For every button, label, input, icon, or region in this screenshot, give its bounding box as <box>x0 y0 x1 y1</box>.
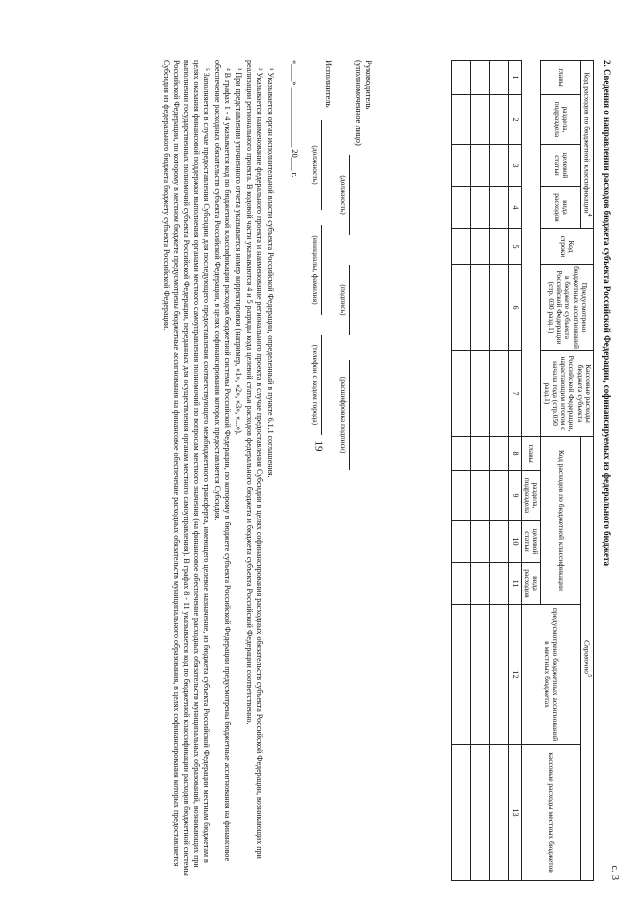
col-vida-2: вида расходов <box>522 563 542 605</box>
col-num: 9 <box>509 471 522 521</box>
col-celevoy-2: целевой статьи <box>522 521 542 563</box>
col-glavy: главы <box>541 61 581 95</box>
executor-name-line <box>321 225 334 315</box>
col-num: 5 <box>509 229 522 265</box>
caption-decoding: (расшифровка подписи) <box>339 376 348 454</box>
col-num: 6 <box>509 265 522 351</box>
planned-header: Предусмотрено бюджетных ассигнований в бюджете субъекта Российской Федерации (стр. 030 разд.1) <box>541 265 594 351</box>
footnote: ⁴ В графах 1 - 4 указывается код по бюджетной классификации расходов бюджетной системы Российской Федерации, по которому в бюджете субъекта Российской Федерации предусмотрены бюджетные ассигнования на финансовое обеспечение расходных обязательств субъекта Российской Федерации, в целях софинансирования которых предоставляется Субсидия. <box>213 60 232 861</box>
head-label: Руководитель (уполномоченное лицо) <box>354 60 374 146</box>
col-vida: вида расходов <box>541 187 581 229</box>
date-line: «____» ______________ 20___ г. <box>290 60 300 178</box>
caption-signature: (подпись) <box>339 284 348 316</box>
codes-left-header: Код расходов по бюджетной классификации$^4$ <box>581 61 594 229</box>
signature-block <box>290 60 374 880</box>
col-razdela: раздела, подраздела <box>541 95 581 145</box>
table-row <box>490 61 509 881</box>
col-num: 4 <box>509 187 522 229</box>
footnote: ⁵ Заполняется в случае предоставления Субсидии для последующего предоставления соответствующего межбюджетного трансферта, имеющего целевое назначение, из бюджета субъекта Российской Федерации местным бюджетам в целях оказания финансовой поддержки выполнения органами местного самоуправления полномочий по вопросам местного значения (на финансовое обеспечение расходных обязательств муниципальных образований, возникающих при выполнении государственных полномочий субъекта Российской Федерации, переданных для осуществления органам местного самоуправления). В графах 8 - 11 указывается код по бюджетной классификации расходов бюджетной системы Российской Федерации, по которому в местном бюджете предусмотрены бюджетные ассигнования на финансовое обеспечение расходных обязательств муниципального образования, в целях софинансирования которых предоставляется Субсидия из федерального бюджета бюджету субъекта Российской Федерации. <box>162 60 211 876</box>
executor-label: Исполнитель <box>324 60 334 108</box>
footnote: ² Указывается наименование федерального проекта и наименование регионального проекта в случае предоставления Субсидии в целях софинансирования расходных обязательств субъекта Российской Федерации, возникающих при реализации регионального проекта. В кодовой части указываются 4 и 5 разряды кода целевой статьи расходов федерального бюджета и бюджета субъекта Российской Федерации соответственно. <box>245 60 264 859</box>
decoding-line <box>349 360 362 470</box>
cash-local-header: кассовые расходы местных бюджетов <box>522 745 581 881</box>
expenses-table <box>451 60 594 881</box>
page-number: 19 <box>312 440 325 452</box>
table-header-row-2 <box>541 61 581 881</box>
caption-name: (инициалы, фамилия) <box>311 235 320 305</box>
reference-header: Справочно$^5$ <box>581 437 594 881</box>
signature-line <box>349 265 362 335</box>
table-row <box>471 61 490 881</box>
col-num: 10 <box>509 521 522 563</box>
row-code-header: Код строки <box>541 229 594 265</box>
col-num: 3 <box>509 145 522 187</box>
col-num: 8 <box>509 437 522 471</box>
section-title: 2. Сведения о направлении расходов бюджета субъекта Российской Федерации, софинансируемых из федерального бюджета <box>602 60 612 566</box>
caption-position-2: (должность) <box>311 145 320 185</box>
cash-expenses-header: Кассовые расходы бюджета субъекта Российской Федерации, нарастающим итогом с начала года (стр.050 разд.1) <box>541 351 594 437</box>
col-num: 12 <box>509 605 522 745</box>
footnote: ³ При представлении уточненного отчета указывается номер корректировки (например, «1», «2», «3», «...»). <box>234 68 243 435</box>
caption-position: (должность) <box>339 175 348 215</box>
executor-position-line <box>321 120 334 210</box>
phone-line <box>321 335 334 435</box>
col-glavy-2: главы <box>522 437 542 471</box>
column-numbers-row <box>509 61 522 881</box>
col-razdela-2: раздела, подраздела <box>522 471 542 521</box>
page-label: с. 3 <box>609 865 620 880</box>
col-num: 13 <box>509 745 522 881</box>
col-num: 11 <box>509 563 522 605</box>
table-header-row-1 <box>581 61 594 881</box>
col-num: 7 <box>509 351 522 437</box>
caption-phone: (телефон с кодом города) <box>311 344 320 426</box>
position-line <box>349 155 362 235</box>
planned-local-header: предусмотрено бюджетных ассигнований в местных бюджетах <box>522 605 581 745</box>
footnote: ¹ Указывается орган исполнительной власти субъекта Российской Федерации, определенный в пункте 6.1.1 соглашения. <box>266 68 275 478</box>
footnotes <box>160 60 275 880</box>
col-celevoy: целевой статьи <box>541 145 581 187</box>
rotated-page-content <box>60 60 620 880</box>
codes-right-header: Код расходов по бюджетной классификации <box>541 437 581 605</box>
col-num: 1 <box>509 61 522 95</box>
table-row <box>452 61 471 881</box>
col-num: 2 <box>509 95 522 145</box>
